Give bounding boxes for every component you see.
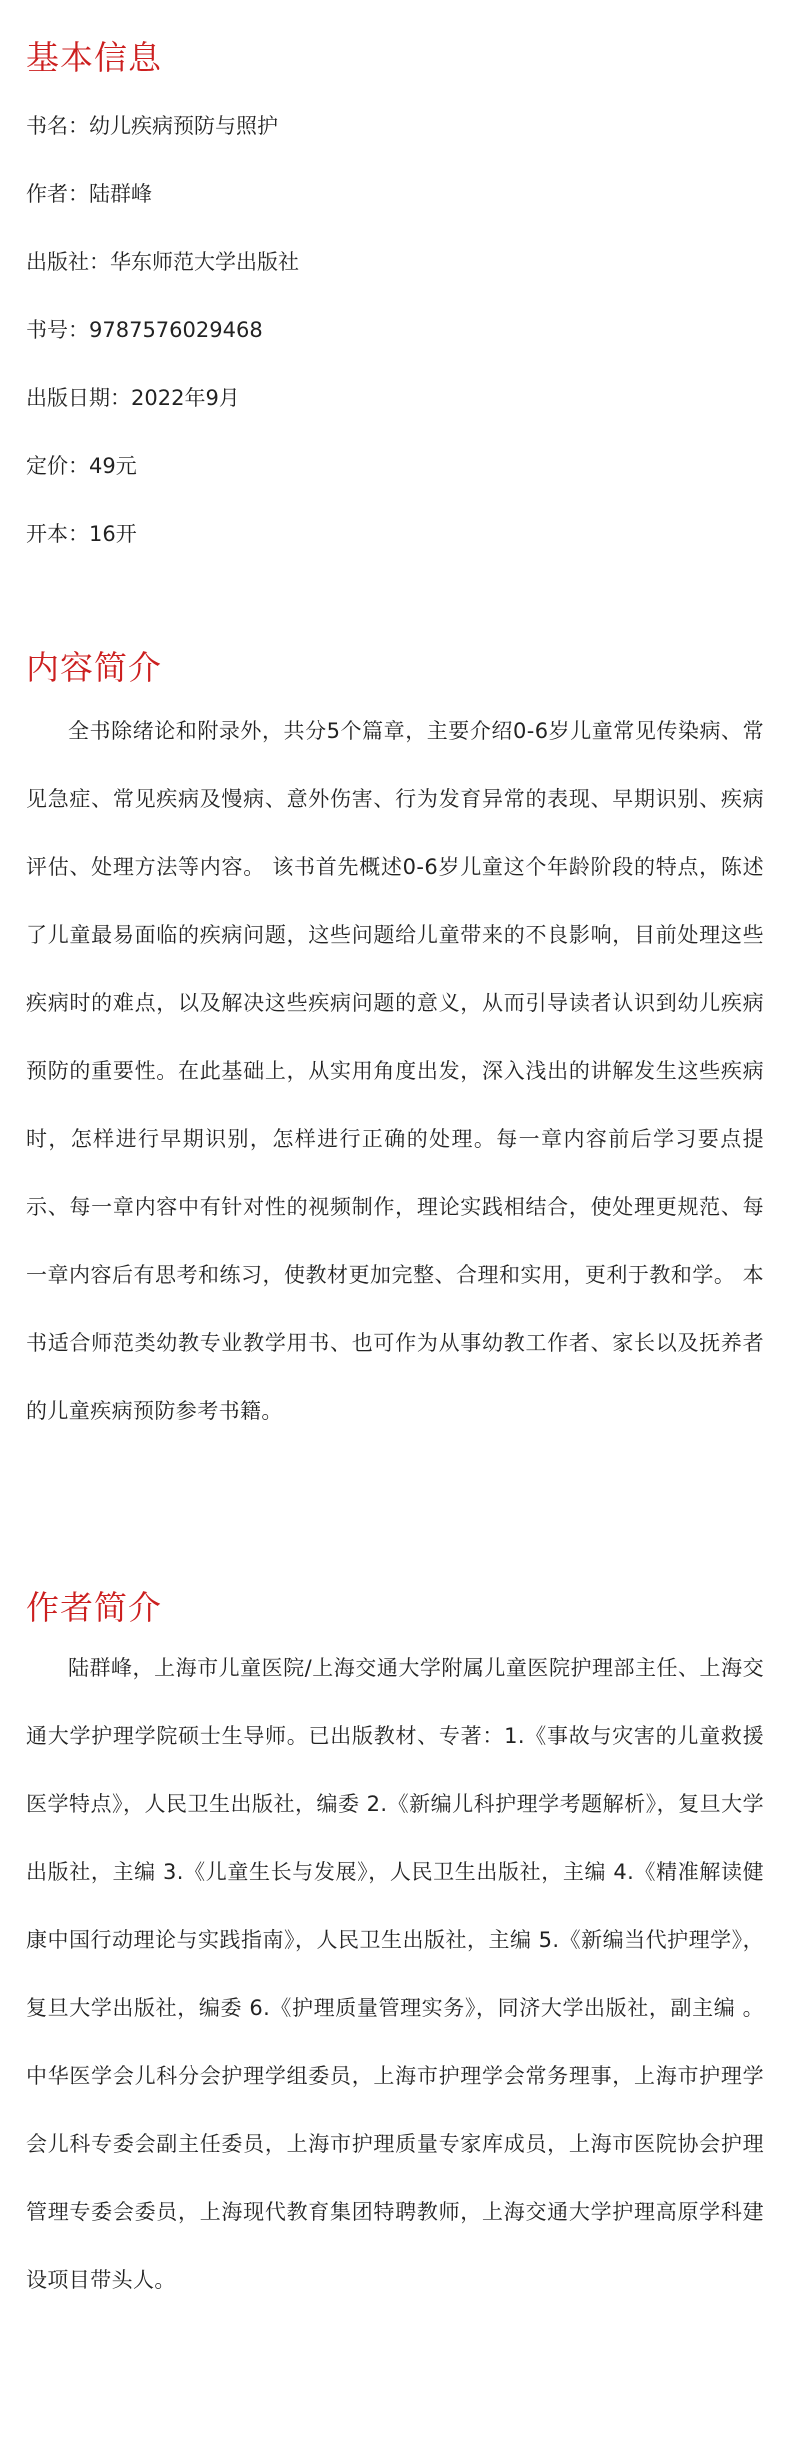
author-row: 作者：陆群峰 [26, 182, 152, 206]
content-intro-title: 内容简介 [26, 648, 162, 687]
author-intro-paragraph: 陆群峰，上海市儿童医院/上海交通大学附属儿童医院护理部主任、上海交通大学护理学院硕士生导师。已出版教材、专著：1.《事故与灾害的儿童救援医学特点》，人民卫生出版社，编委 2.《新编儿科护理学考题解析》，复旦大学出版社，主编 3.《儿童生长与发展》，人民卫生出版社，主编 4.《精准解读健康中国行动理论与实践指南》，人民卫生出版社，主编 5.《新编当代护理学》，复旦大学出版社，编委 6.《护理质量管理实务》，同济大学出版社，副主编 。 中华医学会儿科分会护理学组委员，上海市护理学会常务理事，上海市护理学会儿科专委会副主任委员，上海市护理质量专家库成员，上海市医院协会护理管理专委会委员，上海现代教育集团特聘教师，上海交通大学护理高原学科建设项目带头人。 [26, 1656, 764, 2292]
publish-date-row: 出版日期：2022年9月 [26, 386, 240, 410]
author-intro-title: 作者简介 [26, 1588, 162, 1627]
price-row: 定价：49元 [26, 454, 137, 478]
book-title-row: 书名：幼儿疾病预防与照护 [26, 114, 278, 138]
basic-info-list [26, 112, 764, 548]
content-intro-paragraph: 全书除绪论和附录外，共分5个篇章，主要介绍0-6岁儿童常见传染病、常见急症、常见疾病及慢病、意外伤害、行为发育异常的表现、早期识别、疾病评估、处理方法等内容。 该书首先概述0-6岁儿童这个年龄阶段的特点，陈述了儿童最易面临的疾病问题，这些问题给儿童带来的不良影响，目前处理这些疾病时的难点，以及解决这些疾病问题的意义，从而引导读者认识到幼儿疾病预防的重要性。在此基础上，从实用角度出发，深入浅出的讲解发生这些疾病时，怎样进行早期识别，怎样进行正确的处理。每一章内容前后学习要点提示、每一章内容中有针对性的视频制作，理论实践相结合，使处理更规范、每一章内容后有思考和练习，使教材更加完整、合理和实用，更利于教和学。 本书适合师范类幼教专业教学用书、也可作为从事幼教工作者、家长以及抚养者的儿童疾病预防参考书籍。 [26, 719, 764, 1423]
publisher-row: 出版社：华东师范大学出版社 [26, 250, 299, 274]
isbn-row: 书号：9787576029468 [26, 318, 263, 342]
format-row: 开本：16开 [26, 522, 137, 546]
basic-info-title: 基本信息 [26, 38, 162, 77]
